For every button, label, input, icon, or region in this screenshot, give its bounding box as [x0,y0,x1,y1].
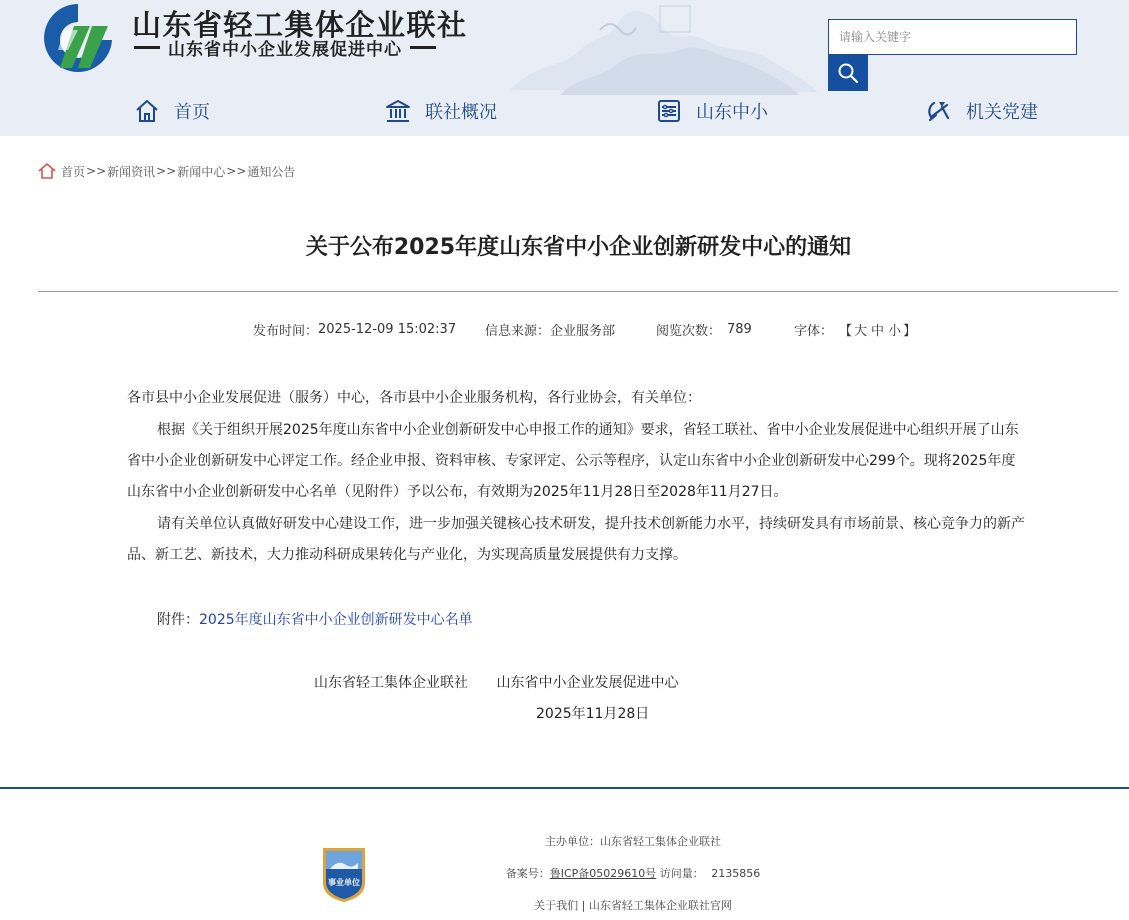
nav-shandong-sme-label: 山东中小 [696,102,768,123]
meta-font-size [794,320,916,338]
attachment-label: 附件： [157,612,199,628]
publish-time-value: 2025-12-09 15:02:37 [318,321,457,337]
font-size-close-bracket: 】 [903,323,917,339]
font-size-small-button[interactable]: 小 [888,323,902,339]
party-emblem-icon [926,98,952,124]
signature-date: 2025年11月28日 [536,706,650,722]
font-size-label: 字体： [794,323,834,339]
source-value: 企业服务部 [550,323,616,339]
badge-text: 事业单位 [328,878,360,887]
subtitle-dash-left [134,46,160,49]
site-logo [38,0,118,72]
footer-link-divider: | [581,899,586,912]
list-icon [656,98,682,124]
attachment-row [157,608,473,632]
nav-overview[interactable] [385,96,497,126]
title-divider [38,291,1118,292]
nav-overview-label: 联社概况 [425,102,497,123]
breadcrumb-item-home[interactable]: 首页 [61,164,86,179]
article-paragraph-1: 根据《关于组织开展2025年度山东省中小企业创新研发中心申报工作的通知》要求，省轻工联社、省中小企业发展促进中心组织开展了山东省中小企业创新研发中心评定工作。经企业申报、资料审核、专家评定、公示等程序，认定山东省中小企业创新研发中心299个。现将2025年度山东省中小企业创新研发中心名单（见附件）予以公布，有效期为2025年11月28日至2028年11月27日。 [127,422,1019,500]
meta-views [656,320,752,338]
article-title: 关于公布2025年度山东省中小企业创新研发中心的通知 [305,235,852,260]
subtitle-dash-right [410,46,436,49]
footer-visits-label: 访问量： [659,867,704,880]
breadcrumb-separator: >> [86,164,107,178]
home-icon [134,98,160,124]
footer-site-link[interactable]: 山东省轻工集体企业联社官网 [588,899,732,912]
signature-orgs [314,672,678,692]
footer-divider [0,787,1129,789]
nav-home-label: 首页 [174,102,210,123]
article-salutation: 各市县中小企业发展促进（服务）中心，各市县中小企业服务机构，各行业协会，有关单位： [127,390,701,406]
footer-icp-label: 备案号： [505,867,550,880]
nav-home[interactable] [134,96,210,126]
footer-host-value: 山东省轻工集体企业联社 [600,835,721,848]
meta-source [485,320,615,338]
org-subtitle-row [134,36,436,58]
building-icon [385,98,411,124]
signature-org-1: 山东省轻工集体企业联社 [314,675,468,691]
footer-host-line [0,833,1129,849]
footer-visits-value: 2135856 [711,867,761,880]
nav-shandong-sme[interactable] [656,96,768,126]
attachment-link[interactable]: 2025年度山东省中小企业创新研发中心名单 [199,612,473,628]
site-header [0,0,1129,136]
breadcrumb-item-news-center[interactable]: 新闻中心 [177,164,226,179]
footer-host-label: 主办单位： [545,835,600,848]
font-size-medium-button[interactable]: 中 [871,323,885,339]
breadcrumb-separator: >> [226,164,247,178]
breadcrumb-item-notices[interactable]: 通知公告 [247,164,296,179]
landscape-decoration-image [500,0,820,100]
nav-party-building[interactable] [926,96,1038,126]
source-label: 信息来源： [485,323,551,339]
search-icon [837,62,859,84]
breadcrumb-item-news[interactable]: 新闻资讯 [107,164,156,179]
breadcrumb-separator: >> [156,164,177,178]
publish-time-label: 发布时间： [253,323,319,339]
meta-publish-time [253,320,456,338]
footer-links-line [0,897,1129,913]
org-subtitle: 山东省中小企业发展促进中心 [168,39,402,60]
nav-party-building-label: 机关党建 [966,102,1038,123]
org-title: 山东省轻工集体企业联社 [132,8,468,42]
footer-icp-link[interactable]: 鲁ICP备05029610号 [549,867,657,880]
breadcrumb [38,160,295,182]
font-size-open-bracket: 【 [839,323,853,339]
footer-about-link[interactable]: 关于我们 [534,899,579,912]
breadcrumb-home-icon [38,162,56,180]
font-size-large-button[interactable]: 大 [854,323,868,339]
footer-icp-line [0,865,1129,881]
views-label: 阅览次数： [656,323,722,339]
signature-org-2: 山东省中小企业发展促进中心 [496,675,679,691]
article-paragraph-2: 请有关单位认真做好研发中心建设工作，进一步加强关键核心技术研发，提升技术创新能力水平，持续研发具有市场前景、核心竞争力的新产品、新工艺、新技术，大力推动科研成果转化与产业化，为实现高质量发展提供有力支撑。 [127,516,1025,563]
search-button[interactable] [828,55,868,91]
search-input[interactable] [828,19,1077,55]
views-value: 789 [727,321,752,337]
